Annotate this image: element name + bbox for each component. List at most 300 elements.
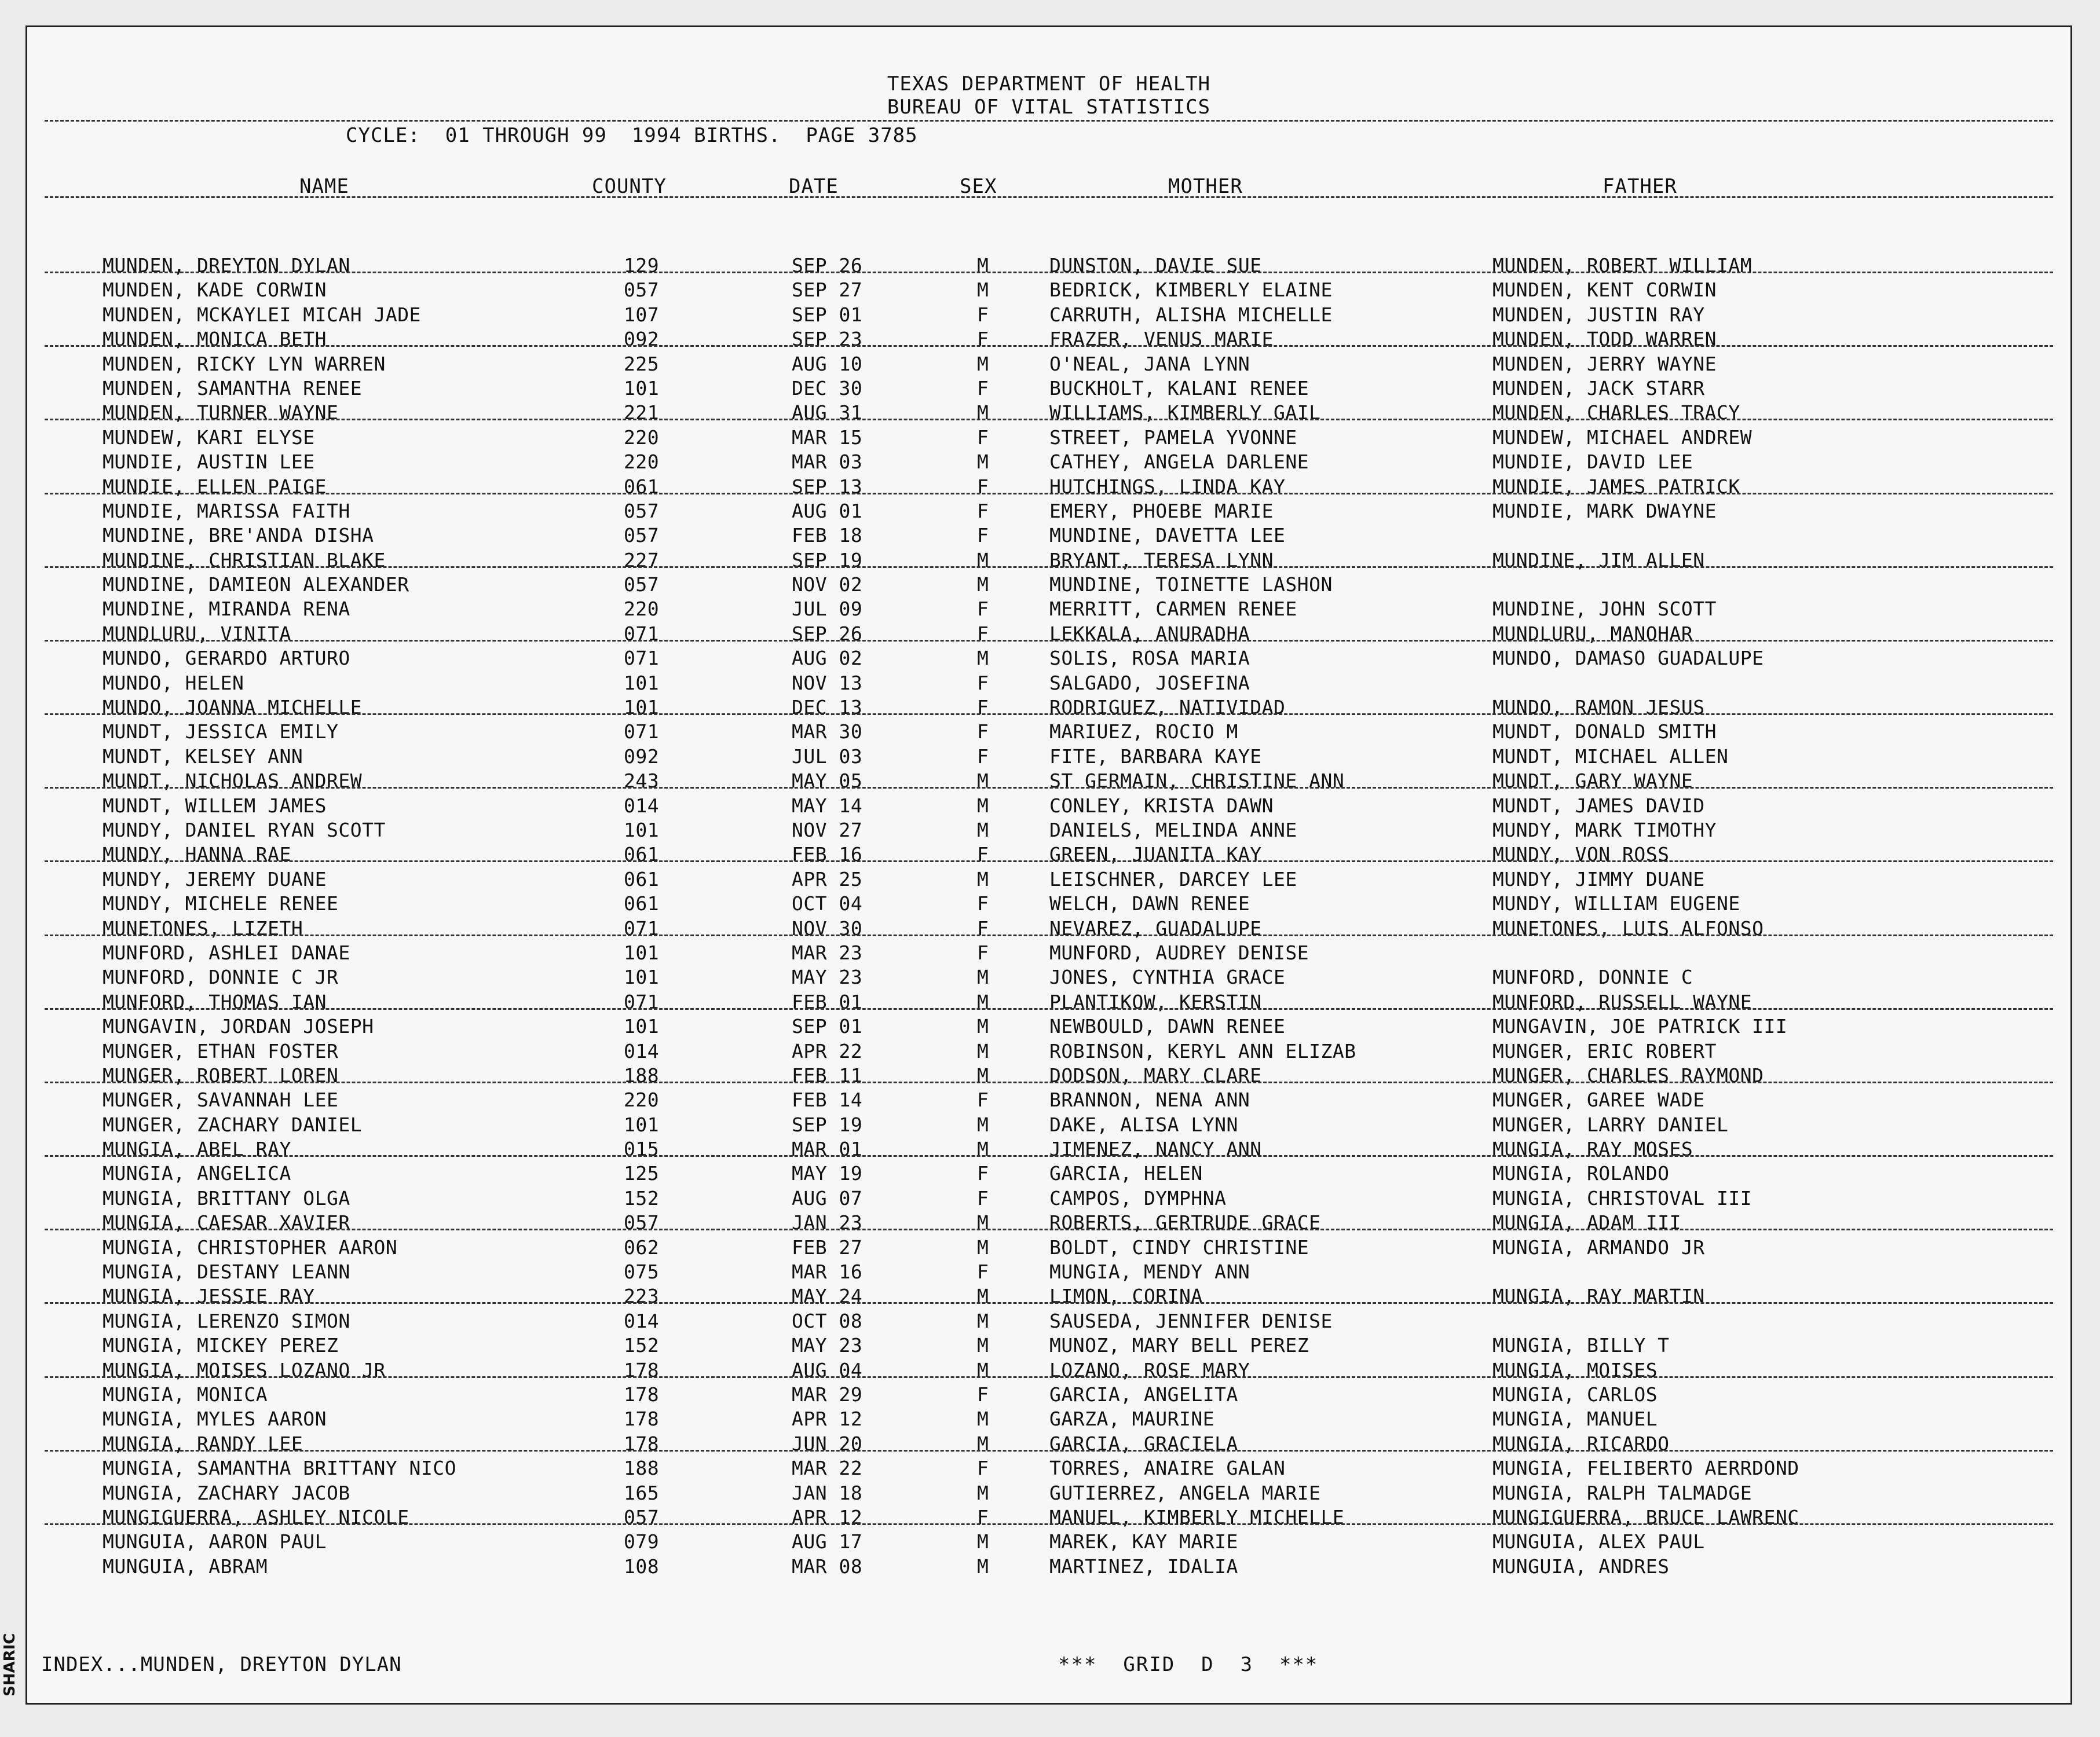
record-mother: BOLDT, CINDY CHRISTINE: [1049, 1236, 1309, 1259]
header-department: TEXAS DEPARTMENT OF HEALTH: [887, 72, 1211, 96]
record-county: 071: [624, 622, 660, 645]
record-sex: F: [977, 1383, 989, 1406]
record-father: MUNFORD, RUSSELL WAYNE: [1492, 990, 1753, 1013]
record-county: 125: [624, 1162, 660, 1185]
record-father: MUNDT, GARY WAYNE: [1492, 769, 1693, 793]
record-father: MUNDO, RAMON JESUS: [1492, 696, 1705, 719]
record-name: MUNDY, MICHELE RENEE: [103, 892, 339, 915]
record-row: [27, 1408, 2070, 1432]
record-date: AUG 07: [792, 1186, 863, 1210]
record-county: 152: [624, 1186, 660, 1210]
record-sex: M: [977, 1555, 989, 1578]
record-name: MUNDINE, CHRISTIAN BLAKE: [103, 548, 386, 571]
record-sex: F: [977, 475, 989, 498]
record-date: AUG 17: [792, 1530, 863, 1553]
record-name: MUNDT, WILLEM JAMES: [103, 794, 327, 817]
record-name: MUNGIA, MONICA: [103, 1383, 268, 1406]
record-mother: DODSON, MARY CLARE: [1049, 1064, 1262, 1087]
record-row: [27, 720, 2070, 745]
record-date: DEC 30: [792, 376, 863, 400]
record-county: 220: [624, 450, 660, 474]
column-county: COUNTY: [592, 175, 667, 198]
record-county: 014: [624, 794, 660, 817]
record-sex: M: [977, 1138, 989, 1161]
record-sex: M: [977, 867, 989, 891]
record-name: MUNGIA, LERENZO SIMON: [103, 1309, 350, 1332]
record-date: AUG 01: [792, 499, 863, 522]
record-father: MUNDIE, MARK DWAYNE: [1492, 499, 1717, 522]
record-father: MUNGIA, CARLOS: [1492, 1383, 1658, 1406]
record-county: 129: [624, 254, 660, 277]
record-father: MUNDLURU, MANOHAR: [1492, 622, 1693, 645]
record-sex: M: [977, 401, 989, 424]
record-mother: CAMPOS, DYMPHNA: [1049, 1186, 1227, 1210]
record-date: FEB 01: [792, 990, 863, 1013]
record-name: MUNGIA, MYLES AARON: [103, 1408, 327, 1431]
record-name: MUNFORD, DONNIE C JR: [103, 966, 339, 989]
record-father: MUNGER, CHARLES RAYMOND: [1492, 1064, 1764, 1087]
record-date: FEB 16: [792, 843, 863, 866]
record-date: JUL 03: [792, 745, 863, 768]
record-row: [27, 672, 2070, 696]
record-name: MUNGIA, SAMANTHA BRITTANY NICO: [103, 1457, 457, 1480]
record-mother: ROBERTS, GERTRUDE GRACE: [1049, 1211, 1321, 1234]
record-mother: MUNFORD, AUDREY DENISE: [1049, 941, 1309, 964]
record-county: 057: [624, 573, 660, 596]
record-sex: M: [977, 1481, 989, 1504]
record-date: NOV 13: [792, 671, 863, 694]
record-date: JUL 09: [792, 598, 863, 621]
record-row: [27, 1260, 2070, 1285]
record-row: [27, 843, 2070, 867]
record-mother: CATHEY, ANGELA DARLENE: [1049, 450, 1309, 474]
record-father: MUNDY, WILLIAM EUGENE: [1492, 892, 1740, 915]
record-mother: WILLIAMS, KIMBERLY GAIL: [1049, 401, 1321, 424]
record-date: OCT 08: [792, 1309, 863, 1332]
record-sex: F: [977, 1089, 989, 1112]
record-father: MUNGIA, CHRISTOVAL III: [1492, 1186, 1753, 1210]
record-father: MUNGUIA, ANDRES: [1492, 1555, 1670, 1578]
record-name: MUNGIA, MOISES LOZANO JR: [103, 1358, 386, 1381]
record-county: 165: [624, 1481, 660, 1504]
record-sex: F: [977, 524, 989, 547]
record-row: [27, 647, 2070, 671]
record-date: NOV 30: [792, 917, 863, 940]
record-row: [27, 696, 2070, 720]
record-sex: M: [977, 1211, 989, 1234]
record-county: 178: [624, 1432, 660, 1455]
record-row: [27, 254, 2070, 278]
record-name: MUNGUIA, AARON PAUL: [103, 1530, 327, 1553]
record-name: MUNGIA, RANDY LEE: [103, 1432, 303, 1455]
record-name: MUNDO, JOANNA MICHELLE: [103, 696, 363, 719]
record-county: 243: [624, 769, 660, 793]
record-mother: DAKE, ALISA LYNN: [1049, 1113, 1238, 1136]
record-mother: GARCIA, ANGELITA: [1049, 1383, 1238, 1406]
record-row: [27, 1113, 2070, 1138]
column-mother: MOTHER: [1168, 175, 1243, 198]
record-date: MAR 29: [792, 1383, 863, 1406]
record-county: 101: [624, 1113, 660, 1136]
record-sex: M: [977, 1309, 989, 1332]
record-sex: F: [977, 892, 989, 915]
record-sex: F: [977, 598, 989, 621]
record-name: MUNGIA, JESSIE RAY: [103, 1285, 315, 1308]
record-father: MUNDEN, JACK STARR: [1492, 376, 1705, 400]
record-row: [27, 917, 2070, 941]
record-mother: MAREK, KAY MARIE: [1049, 1530, 1238, 1553]
record-sex: M: [977, 1015, 989, 1038]
record-county: 057: [624, 278, 660, 302]
record-father: MUNDEN, ROBERT WILLIAM: [1492, 254, 1753, 277]
record-sex: F: [977, 303, 989, 326]
record-sex: F: [977, 1162, 989, 1185]
record-sex: F: [977, 499, 989, 522]
record-name: MUNGER, ETHAN FOSTER: [103, 1039, 339, 1062]
record-county: 188: [624, 1064, 660, 1087]
record-county: 061: [624, 475, 660, 498]
record-county: 071: [624, 990, 660, 1013]
record-county: 061: [624, 843, 660, 866]
record-name: MUNDINE, BRE'ANDA DISHA: [103, 524, 374, 547]
record-date: MAR 03: [792, 450, 863, 474]
record-mother: GARZA, MAURINE: [1049, 1408, 1215, 1431]
record-mother: HUTCHINGS, LINDA KAY: [1049, 475, 1286, 498]
record-sex: M: [977, 1064, 989, 1087]
record-date: SEP 01: [792, 303, 863, 326]
record-father: MUNGIA, ARMANDO JR: [1492, 1236, 1705, 1259]
record-row: [27, 1236, 2070, 1260]
record-father: MUNDIE, DAVID LEE: [1492, 450, 1693, 474]
record-date: MAY 24: [792, 1285, 863, 1308]
record-date: JUN 20: [792, 1432, 863, 1455]
record-name: MUNDEN, MONICA BETH: [103, 328, 327, 351]
record-father: MUNDY, JIMMY DUANE: [1492, 867, 1705, 891]
record-father: MUNDIE, JAMES PATRICK: [1492, 475, 1740, 498]
record-sex: M: [977, 1285, 989, 1308]
record-father: MUNGER, GAREE WADE: [1492, 1089, 1705, 1112]
record-sex: M: [977, 647, 989, 670]
record-mother: RODRIGUEZ, NATIVIDAD: [1049, 696, 1286, 719]
record-father: MUNDY, VON ROSS: [1492, 843, 1670, 866]
record-row: [27, 1310, 2070, 1334]
record-row: [27, 1040, 2070, 1064]
record-father: MUNGIA, FELIBERTO AERRDOND: [1492, 1457, 1799, 1480]
record-sex: F: [977, 426, 989, 449]
record-row: [27, 1187, 2070, 1211]
record-date: NOV 27: [792, 818, 863, 841]
record-date: MAY 14: [792, 794, 863, 817]
record-father: MUNDT, DONALD SMITH: [1492, 720, 1717, 743]
record-mother: STREET, PAMELA YVONNE: [1049, 426, 1297, 449]
record-date: MAY 05: [792, 769, 863, 793]
footer-grid: *** GRID D 3 ***: [1058, 1653, 1319, 1676]
record-county: 101: [624, 941, 660, 964]
record-county: 152: [624, 1334, 660, 1357]
record-date: FEB 11: [792, 1064, 863, 1087]
record-name: MUNFORD, THOMAS IAN: [103, 990, 327, 1013]
record-mother: TORRES, ANAIRE GALAN: [1049, 1457, 1286, 1480]
record-mother: EMERY, PHOEBE MARIE: [1049, 499, 1274, 522]
record-date: FEB 14: [792, 1089, 863, 1112]
record-father: MUNETONES, LUIS ALFONSO: [1492, 917, 1764, 940]
record-sex: F: [977, 1457, 989, 1480]
record-sex: M: [977, 1358, 989, 1381]
record-name: MUNDO, HELEN: [103, 671, 244, 694]
record-county: 061: [624, 892, 660, 915]
record-sex: M: [977, 1530, 989, 1553]
record-county: 015: [624, 1138, 660, 1161]
record-sex: M: [977, 352, 989, 375]
record-sex: F: [977, 745, 989, 768]
record-row: [27, 622, 2070, 647]
record-county: 225: [624, 352, 660, 375]
record-county: 075: [624, 1260, 660, 1284]
record-sex: F: [977, 720, 989, 743]
record-sex: F: [977, 843, 989, 866]
record-mother: DUNSTON, DAVIE SUE: [1049, 254, 1262, 277]
record-row: [27, 426, 2070, 450]
record-name: MUNDEN, DREYTON DYLAN: [103, 254, 350, 277]
record-father: MUNGIGUERRA, BRUCE LAWRENC: [1492, 1505, 1799, 1529]
record-date: MAY 23: [792, 1334, 863, 1357]
record-father: MUNGIA, ROLANDO: [1492, 1162, 1670, 1185]
record-name: MUNGIA, DESTANY LEANN: [103, 1260, 350, 1284]
header-rule: [45, 120, 2053, 122]
record-county: 188: [624, 1457, 660, 1480]
record-row: [27, 598, 2070, 622]
record-date: FEB 27: [792, 1236, 863, 1259]
record-name: MUNDLURU, VINITA: [103, 622, 291, 645]
record-sex: M: [977, 818, 989, 841]
record-county: 101: [624, 671, 660, 694]
record-mother: MUNOZ, MARY BELL PEREZ: [1049, 1334, 1309, 1357]
record-county: 061: [624, 867, 660, 891]
record-row: [27, 524, 2070, 548]
record-mother: BRANNON, NENA ANN: [1049, 1089, 1250, 1112]
record-father: MUNDEN, TODD WARREN: [1492, 328, 1717, 351]
record-name: MUNDIE, AUSTIN LEE: [103, 450, 315, 474]
record-mother: MARTINEZ, IDALIA: [1049, 1555, 1238, 1578]
cycle-line: CYCLE: 01 THROUGH 99 1994 BIRTHS. PAGE 3785: [346, 124, 918, 147]
record-mother: GREEN, JUANITA KAY: [1049, 843, 1262, 866]
record-mother: MANUEL, KIMBERLY MICHELLE: [1049, 1505, 1345, 1529]
record-name: MUNGIA, BRITTANY OLGA: [103, 1186, 350, 1210]
record-sex: M: [977, 1113, 989, 1136]
record-sex: F: [977, 917, 989, 940]
record-date: FEB 18: [792, 524, 863, 547]
record-mother: WELCH, DAWN RENEE: [1049, 892, 1250, 915]
record-row: [27, 769, 2070, 794]
record-mother: MERRITT, CARMEN RENEE: [1049, 598, 1297, 621]
record-mother: NEWBOULD, DAWN RENEE: [1049, 1015, 1286, 1038]
record-mother: FRAZER, VENUS MARIE: [1049, 328, 1274, 351]
record-name: MUNDINE, MIRANDA RENA: [103, 598, 350, 621]
record-row: [27, 941, 2070, 966]
record-row: [27, 1555, 2070, 1580]
record-mother: SOLIS, ROSA MARIA: [1049, 647, 1250, 670]
record-date: OCT 04: [792, 892, 863, 915]
record-name: MUNDEN, KADE CORWIN: [103, 278, 327, 302]
record-sex: M: [977, 966, 989, 989]
record-row: [27, 1211, 2070, 1236]
record-row: [27, 991, 2070, 1015]
record-row: [27, 450, 2070, 475]
record-sex: F: [977, 1186, 989, 1210]
record-name: MUNDO, GERARDO ARTURO: [103, 647, 350, 670]
record-name: MUNGIA, ZACHARY JACOB: [103, 1481, 350, 1504]
record-mother: CARRUTH, ALISHA MICHELLE: [1049, 303, 1333, 326]
record-name: MUNDEN, TURNER WAYNE: [103, 401, 339, 424]
record-date: MAY 23: [792, 966, 863, 989]
record-sex: M: [977, 254, 989, 277]
record-date: APR 12: [792, 1505, 863, 1529]
header-bureau: BUREAU OF VITAL STATISTICS: [887, 96, 1211, 119]
record-date: AUG 04: [792, 1358, 863, 1381]
record-father: MUNDEN, KENT CORWIN: [1492, 278, 1717, 302]
record-father: MUNGIA, BILLY T: [1492, 1334, 1670, 1357]
record-sex: F: [977, 1260, 989, 1284]
record-county: 108: [624, 1555, 660, 1578]
record-date: MAY 19: [792, 1162, 863, 1185]
record-sex: M: [977, 1236, 989, 1259]
record-row: [27, 500, 2070, 524]
record-name: MUNGIGUERRA, ASHLEY NICOLE: [103, 1505, 409, 1529]
record-name: MUNFORD, ASHLEI DANAE: [103, 941, 350, 964]
record-mother: MUNGIA, MENDY ANN: [1049, 1260, 1250, 1284]
record-father: MUNDEN, JERRY WAYNE: [1492, 352, 1717, 375]
record-sex: F: [977, 622, 989, 645]
record-mother: GARCIA, GRACIELA: [1049, 1432, 1238, 1455]
record-row: [27, 328, 2070, 352]
record-date: MAR 16: [792, 1260, 863, 1284]
record-mother: LEISCHNER, DARCEY LEE: [1049, 867, 1297, 891]
record-mother: SALGADO, JOSEFINA: [1049, 671, 1250, 694]
record-county: 178: [624, 1383, 660, 1406]
record-county: 220: [624, 1089, 660, 1112]
record-row: [27, 1334, 2070, 1358]
record-date: APR 12: [792, 1408, 863, 1431]
record-father: MUNGIA, MANUEL: [1492, 1408, 1658, 1431]
record-mother: PLANTIKOW, KERSTIN: [1049, 990, 1262, 1013]
record-mother: ROBINSON, KERYL ANN ELIZAB: [1049, 1039, 1356, 1062]
record-row: [27, 1138, 2070, 1162]
record-sex: M: [977, 794, 989, 817]
record-mother: BRYANT, TERESA LYNN: [1049, 548, 1274, 571]
record-father: MUNDO, DAMASO GUADALUPE: [1492, 647, 1764, 670]
record-name: MUNGER, SAVANNAH LEE: [103, 1089, 339, 1112]
record-name: MUNGUIA, ABRAM: [103, 1555, 268, 1578]
record-father: MUNDINE, JOHN SCOTT: [1492, 598, 1717, 621]
column-father: FATHER: [1603, 175, 1677, 198]
record-name: MUNGIA, CAESAR XAVIER: [103, 1211, 350, 1234]
record-date: SEP 27: [792, 278, 863, 302]
column-sex: SEX: [960, 175, 997, 198]
record-row: [27, 1089, 2070, 1113]
record-date: AUG 02: [792, 647, 863, 670]
record-father: MUNDEN, CHARLES TRACY: [1492, 401, 1740, 424]
record-mother: O'NEAL, JANA LYNN: [1049, 352, 1250, 375]
record-mother: BUCKHOLT, KALANI RENEE: [1049, 376, 1309, 400]
record-sex: M: [977, 450, 989, 474]
record-row: [27, 401, 2070, 426]
record-row: [27, 1506, 2070, 1530]
record-row: [27, 794, 2070, 819]
record-date: MAR 30: [792, 720, 863, 743]
record-county: 101: [624, 966, 660, 989]
record-row: [27, 745, 2070, 769]
record-county: 071: [624, 647, 660, 670]
record-row: [27, 353, 2070, 377]
record-mother: ST GERMAIN, CHRISTINE ANN: [1049, 769, 1345, 793]
record-date: SEP 19: [792, 548, 863, 571]
record-name: MUNDY, HANNA RAE: [103, 843, 291, 866]
record-county: 178: [624, 1408, 660, 1431]
record-name: MUNDEN, RICKY LYN WARREN: [103, 352, 386, 375]
record-name: MUNETONES, LIZETH: [103, 917, 303, 940]
record-row: [27, 1457, 2070, 1481]
record-father: MUNGER, LARRY DANIEL: [1492, 1113, 1729, 1136]
record-name: MUNDT, NICHOLAS ANDREW: [103, 769, 363, 793]
record-date: MAR 01: [792, 1138, 863, 1161]
record-sex: M: [977, 769, 989, 793]
record-name: MUNGER, ROBERT LOREN: [103, 1064, 339, 1087]
record-mother: GUTIERREZ, ANGELA MARIE: [1049, 1481, 1321, 1504]
record-row: [27, 1482, 2070, 1506]
record-sex: F: [977, 376, 989, 400]
record-row: [27, 868, 2070, 892]
record-father: MUNGIA, ADAM III: [1492, 1211, 1681, 1234]
record-county: 071: [624, 720, 660, 743]
record-name: MUNDEW, KARI ELYSE: [103, 426, 315, 449]
column-header-rule: [45, 196, 2053, 198]
record-county: 101: [624, 1015, 660, 1038]
record-county: 092: [624, 328, 660, 351]
record-county: 062: [624, 1236, 660, 1259]
record-father: MUNGER, ERIC ROBERT: [1492, 1039, 1717, 1062]
record-sex: M: [977, 990, 989, 1013]
record-county: 220: [624, 598, 660, 621]
record-row: [27, 278, 2070, 303]
record-date: SEP 19: [792, 1113, 863, 1136]
record-row: [27, 549, 2070, 573]
record-county: 014: [624, 1309, 660, 1332]
record-father: MUNGAVIN, JOE PATRICK III: [1492, 1015, 1788, 1038]
record-county: 221: [624, 401, 660, 424]
record-sex: M: [977, 1334, 989, 1357]
record-father: MUNDT, JAMES DAVID: [1492, 794, 1705, 817]
record-father: MUNDINE, JIM ALLEN: [1492, 548, 1705, 571]
record-county: 057: [624, 1505, 660, 1529]
record-sex: M: [977, 1408, 989, 1431]
record-name: MUNGIA, ANGELICA: [103, 1162, 291, 1185]
record-father: MUNGIA, RALPH TALMADGE: [1492, 1481, 1753, 1504]
record-county: 057: [624, 499, 660, 522]
record-date: NOV 02: [792, 573, 863, 596]
record-father: MUNGIA, RAY MOSES: [1492, 1138, 1693, 1161]
record-county: 107: [624, 303, 660, 326]
record-name: MUNDINE, DAMIEON ALEXANDER: [103, 573, 409, 596]
record-row: [27, 892, 2070, 917]
record-name: MUNDEN, MCKAYLEI MICAH JADE: [103, 303, 421, 326]
record-mother: LOZANO, ROSE MARY: [1049, 1358, 1250, 1381]
record-sex: F: [977, 671, 989, 694]
record-father: MUNDEN, JUSTIN RAY: [1492, 303, 1705, 326]
footer-index: INDEX...MUNDEN, DREYTON DYLAN: [41, 1653, 402, 1676]
record-name: MUNGAVIN, JORDAN JOSEPH: [103, 1015, 374, 1038]
column-date: DATE: [789, 175, 839, 198]
record-date: JAN 18: [792, 1481, 863, 1504]
